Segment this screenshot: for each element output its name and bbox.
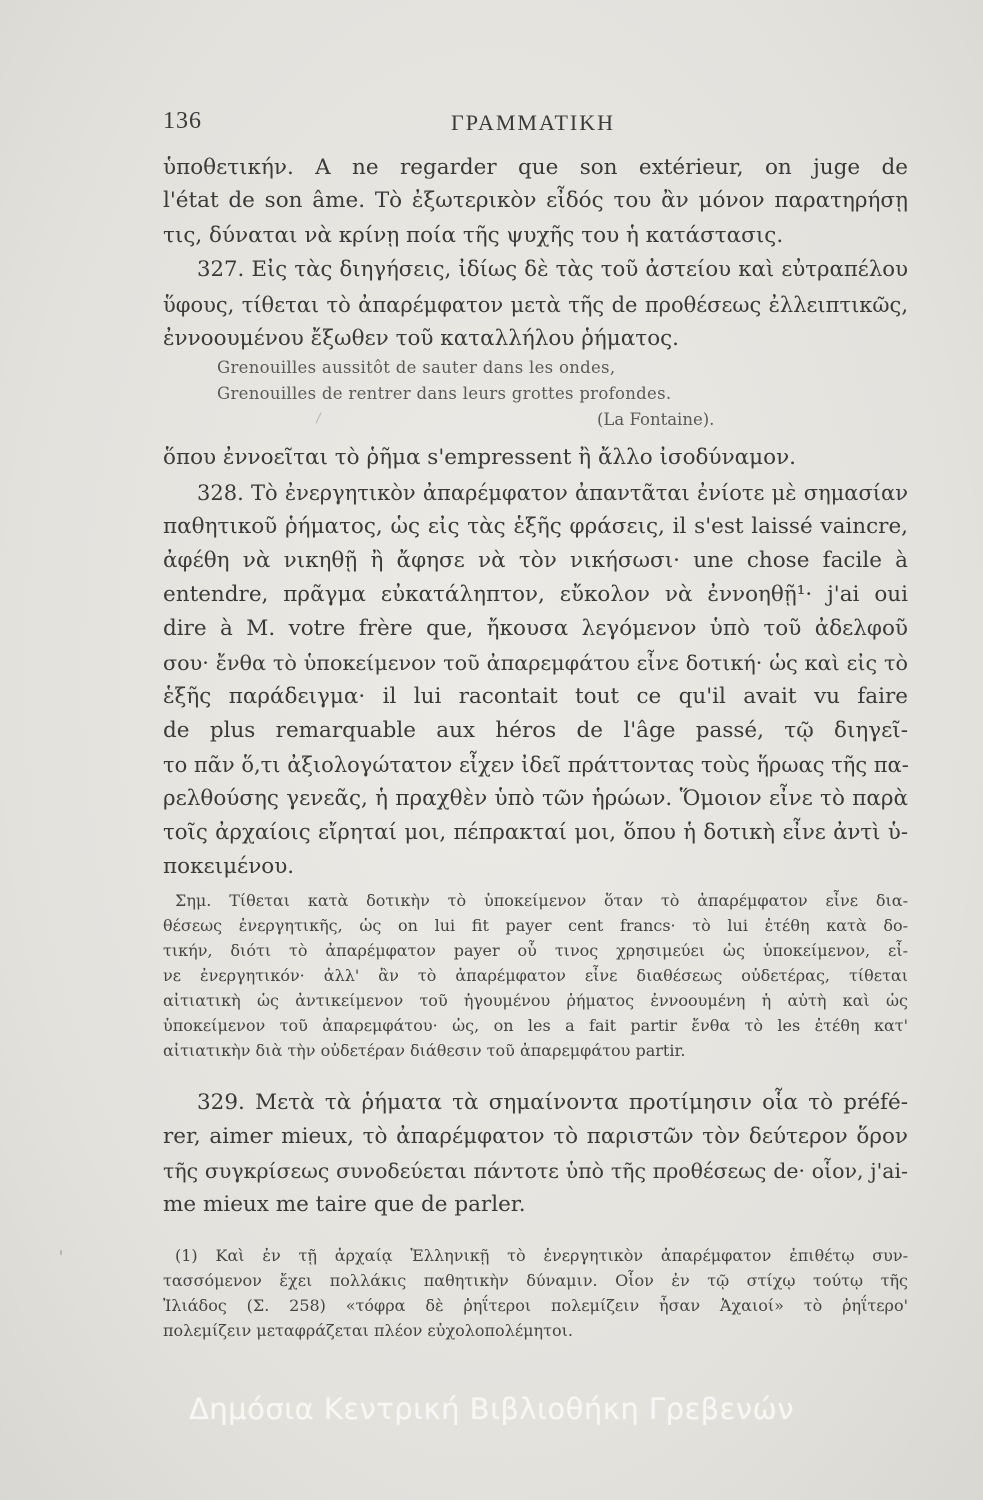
verse-attribution: (La Fontaine). xyxy=(597,410,715,429)
body-line: τοῖς ἀρχαίοις εἴρηταί μοι, πέπρακταί μοι, ὅπου ἡ δοτικὴ εἶνε ἀντὶ ὑ- xyxy=(163,820,908,845)
body-line: ὕφους, τίθεται τὸ ἀπαρέμφατον μετὰ τῆς de προθέσεως ἐλλειπτικῶς, xyxy=(163,293,908,317)
body-line: τις, δύναται νὰ κρίνῃ ποία τῆς ψυχῆς του ἡ κατάστασις. xyxy=(163,223,784,248)
body-line: 328. Τὸ ἐνεργητικὸν ἀπαρέμφατον ἀπαντᾶται ἐνίοτε μὲ σημασίαν xyxy=(197,481,908,505)
body-line: entendre, πρᾶγμα εὐκατάληπτον, εὔκολον νὰ ἐννοηθῇ¹· j'ai oui xyxy=(163,582,908,607)
note-line: τικήν, διότι τὸ ἀπαρέμφατον payer οὗ τινος χρησιμεύει ὡς ὑποκείμενον, εἶ- xyxy=(163,941,908,960)
body-line: σου· ἔνθα τὸ ὑποκείμενον τοῦ ἀπαρεμφάτου εἶνε δοτική· ὡς καὶ εἰς τὸ xyxy=(163,651,908,675)
body-line: ὅπου ἐννοεῖται τὸ ῥῆμα s'empressent ἢ ἄλλο ἰσοδύναμον. xyxy=(163,445,796,470)
body-line: dire à M. votre frère que, ἤκουσα λεγόμενον ὑπὸ τοῦ ἀδελφοῦ xyxy=(163,616,908,641)
footnote-line: (1) Καὶ ἐν τῇ ἀρχαίᾳ Ἑλληνικῇ τὸ ἐνεργητικὸν ἀπαρέμφατον ἐπιθέτῳ συν- xyxy=(175,1246,908,1265)
page-header xyxy=(163,108,903,148)
running-title: ΓΡΑΜΜΑΤΙΚΗ xyxy=(451,110,615,135)
body-line: το πᾶν ὅ,τι ἀξιολογώτατον εἶχεν ἰδεῖ πράττοντας τοὺς ἥρωας τῆς πα- xyxy=(163,753,909,777)
paper-speck xyxy=(60,1250,62,1255)
footnote-line: τασσόμενον ἔχει πολλάκις παθητικὴν δύναμιν. Οἷον ἐν τῷ στίχῳ τούτῳ τῆς xyxy=(163,1271,908,1290)
footnote-line: πολεμίζειν μεταφράζεται πλέον εὐχολοπολέμητοι. xyxy=(163,1321,573,1340)
footnote-line: Ἰλιάδος (Σ. 258) «τόφρα δὲ ῥηΐτεροι πολεμίζειν ἦσαν Ἀχαιοί» τὸ ῥηΐτερο' xyxy=(163,1296,908,1315)
note-line: νε ἐνεργητικόν· ἀλλ' ἂν τὸ ἀπαρέμφατον εἶνε διαθέσεως οὐδετέρας, τίθεται xyxy=(163,966,908,985)
body-line: l'état de son âme. Τὸ ἐξωτερικὸν εἶδός του ἂν μόνον παρατηρήσῃ xyxy=(163,188,908,213)
body-line: ἐννοουμένου ἔξωθεν τοῦ καταλλήλου ῥήματος. xyxy=(163,326,680,351)
body-line: ρελθούσης γενεᾶς, ἡ πραχθὲν ὑπὸ τῶν ἡρώων. Ὅμοιον εἶνε τὸ παρὰ xyxy=(163,786,908,811)
body-line: 329. Μετὰ τὰ ῥήματα τὰ σημαίνοντα προτίμησιν οἷα τὸ préfé- xyxy=(197,1090,908,1115)
page-number: 136 xyxy=(163,108,202,134)
note-line: Σημ. Τίθεται κατὰ δοτικὴν τὸ ὑποκείμενον ὅταν τὸ ἀπαρέμφατον εἶνε δια- xyxy=(175,891,908,910)
body-line: ἀφέθη νὰ νικηθῇ ἢ ἄφησε νὰ τὸν νικήσωσι· une chose facile à xyxy=(163,548,908,573)
body-line: ποκειμένου. xyxy=(163,854,295,879)
verse-line: Grenouilles de rentrer dans leurs grottes profondes. xyxy=(217,384,672,403)
note-line: θέσεως ἐνεργητικῆς, ὡς on lui fit payer cent francs· τὸ lui ἐτέθη κατὰ δο- xyxy=(163,916,908,935)
body-line: ἑξῆς παράδειγμα· il lui racontait tout ce qu'il avait vu faire xyxy=(163,684,908,709)
note-line: αἰτιατικὴ ὡς ἀντικείμενον τοῦ ἡγουμένου ῥήματος ἐννοουμένη ἡ αὐτὴ καὶ ὡς xyxy=(163,991,908,1010)
body-line: 327. Εἰς τὰς διηγήσεις, ἰδίως δὲ τὰς τοῦ ἀστείου καὶ εὐτραπέλου xyxy=(197,257,908,282)
body-line: rer, aimer mieux, τὸ ἀπαρέμφατον τὸ παριστῶν τὸν δεύτερον ὅρον xyxy=(163,1124,908,1149)
library-watermark: Δημόσια Κεντρική Βιβλιοθήκη Γρεβενών xyxy=(188,1392,795,1426)
paper-speck xyxy=(316,412,322,423)
body-line: ὑποθετικήν. A ne regarder que son extérieur, on juge de xyxy=(163,155,908,180)
body-line: παθητικοῦ ῥήματος, ὡς εἰς τὰς ἑξῆς φράσεις, il s'est laissé vaincre, xyxy=(163,514,908,539)
verse-line: Grenouilles aussitôt de sauter dans les ondes, xyxy=(217,358,616,377)
body-line: τῆς συγκρίσεως συνοδεύεται πάντοτε ὑπὸ τῆς προθέσεως de· οἷον, j'ai- xyxy=(163,1159,908,1183)
note-line: αἰτιατικὴν διὰ τὴν οὐδετέραν διάθεσιν τοῦ ἀπαρεμφάτου partir. xyxy=(163,1041,686,1060)
note-line: ὑποκείμενον τοῦ ἀπαρεμφάτου· ὡς, on les a fait partir ἔνθα τὸ les ἐτέθη κατ' xyxy=(163,1016,908,1035)
body-line: me mieux me taire que de parler. xyxy=(163,1192,526,1217)
body-line: de plus remarquable aux héros de l'âge passé, τῷ διηγεῖ- xyxy=(163,718,908,743)
